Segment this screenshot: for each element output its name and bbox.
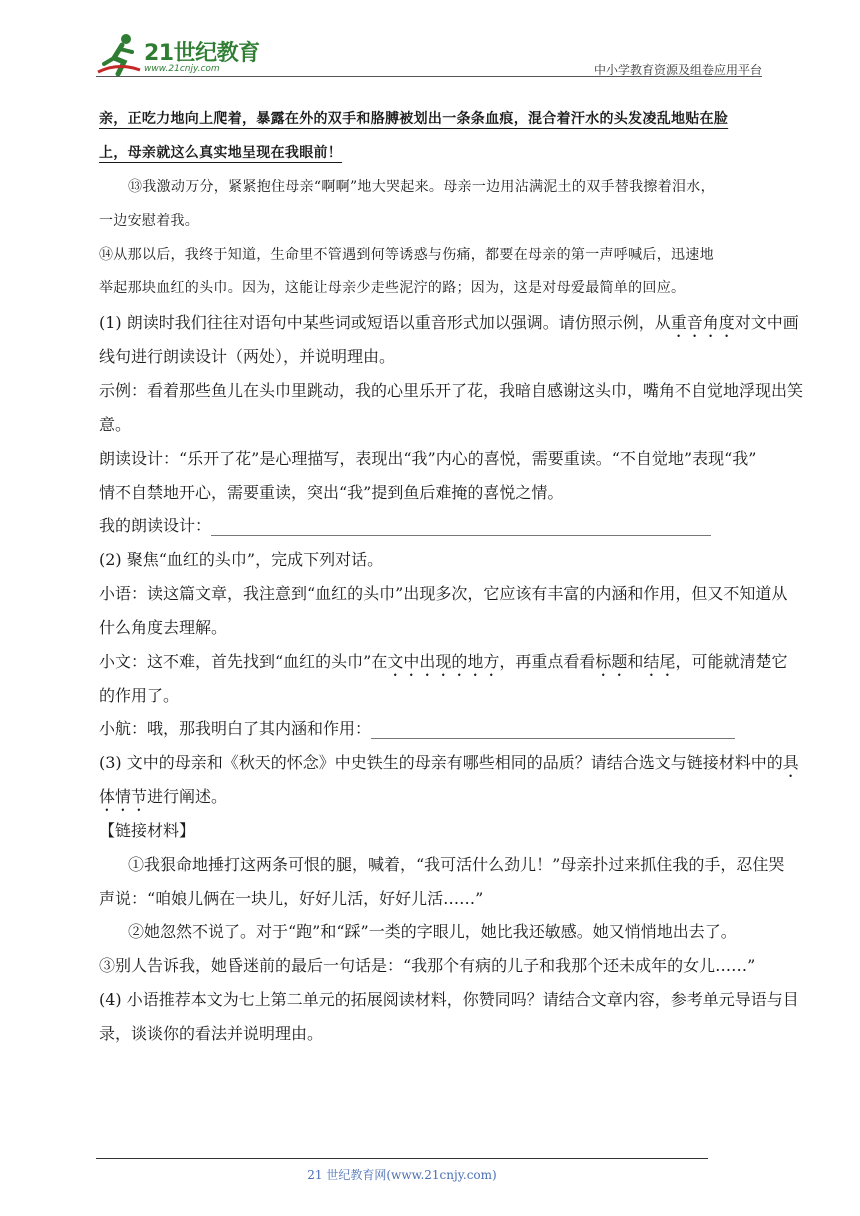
passage-paragraph-14: ⑭从那以后，我终于知道，生命里不管遇到何等诱惑与伤痛，都要在母亲的第一声呼喊后，迅速地 (99, 247, 714, 263)
emphasis-text: 具 (782, 753, 799, 772)
emphasis-text: 结尾 (643, 652, 676, 671)
emphasis-text: 文中出现的地方 (387, 652, 500, 671)
footer-divider (96, 1158, 708, 1159)
logo-url: www.21cnjy.com (144, 64, 220, 74)
passage-line: 一边安慰着我。 (99, 213, 200, 229)
material-item-2: ②她忽然不说了。对于“跑”和“踩”一类的字眼儿，她比我还敏感。她又悄悄地出去了。 (128, 922, 737, 941)
design-example: 朗读设计：“乐开了花”是心理描写，表现出“我”内心的喜悦，需要重读。“不自觉地”表现“我” (99, 449, 757, 468)
question-3-line: 体情节进行阐述。 (99, 787, 228, 806)
material-item-1: ①我狠命地捶打这两条可恨的腿，喊着，“我可活什么劲儿！”母亲扑过来抓住我的手，忍住哭 (128, 855, 785, 874)
design-example: 情不自禁地开心，需要重读，突出“我”提到鱼后难掩的喜悦之情。 (99, 483, 564, 502)
header-divider (96, 76, 762, 77)
material-item-1: 声说：“咱娘儿俩在一块儿，好好儿活，好好儿活……” (99, 889, 484, 908)
example-text: 示例：看着那些鱼儿在头巾里跳动，我的心里乐开了花，我暗自感谢这头巾，嘴角不自觉地浮现出笑 (99, 381, 804, 400)
example-text: 意。 (99, 415, 132, 434)
question-4: (4) 小语推荐本文为七上第二单元的拓展阅读材料，你赞同吗？请结合文章内容，参考单元导语与目 (99, 990, 799, 1009)
passage-line: 上，母亲就这么真实地呈现在我眼前！ (99, 145, 343, 161)
emphasis-text: 重音角度 (670, 313, 735, 332)
question-1-line: 线句进行朗读设计（两处），并说明理由。 (99, 347, 396, 366)
dialogue-xiaoyu: 小语：读这篇文章，我注意到“血红的头巾”出现多次，它应该有丰富的内涵和作用，但又不知道从 (99, 584, 788, 603)
passage-paragraph-13: ⑬我激动万分，紧紧抱住母亲“啊啊”地大哭起来。母亲一边用沾满泥土的双手替我擦着泪水， (128, 179, 715, 195)
site-logo (96, 30, 266, 80)
page-footer: 21 世纪教育网(www.21cnjy.com) (307, 1168, 497, 1182)
page-header (96, 30, 762, 82)
link-material-title: 【链接材料】 (99, 821, 196, 840)
answer-blank[interactable] (371, 722, 735, 739)
dialogue-xiaowen: 的作用了。 (99, 686, 180, 705)
material-item-3: ③别人告诉我，她昏迷前的最后一句话是：“我那个有病的儿子和我那个还未成年的女儿……” (99, 956, 756, 975)
question-4-line: 录，谈谈你的看法并说明理由。 (99, 1024, 324, 1043)
emphasis-text: 标题 (595, 652, 628, 671)
emphasis-text: 体情节 (99, 787, 148, 806)
runner-logo-icon (96, 32, 142, 78)
my-design-label: 我的朗读设计： (99, 516, 212, 535)
dialogue-xiaowen: 小文：这不难，首先找到“血红的头巾”在文中出现的地方，再重点看看标题和结尾，可能就清楚它 (99, 652, 788, 671)
logo-text: 21世纪教育 (144, 41, 260, 66)
passage-line: 亲，正吃力地向上爬着，暴露在外的双手和胳膊被划出一条条血痕，混合着汗水的头发凌乱地贴在脸 (99, 111, 729, 127)
dialogue-xiaoyu: 什么角度去理解。 (99, 618, 228, 637)
passage-line: 举起那块血红的头巾。因为，这能让母亲少走些泥泞的路；因为，这是对母爱最简单的回应。 (99, 280, 686, 296)
question-3: (3) 文中的母亲和《秋天的怀念》中史铁生的母亲有哪些相同的品质？请结合选文与链接材料中的具 (99, 753, 799, 772)
dialogue-xiaohang: 小航：哦，那我明白了其内涵和作用： (99, 719, 372, 738)
platform-name: 中小学教育资源及组卷应用平台 (593, 63, 762, 77)
my-design-row (99, 513, 711, 536)
question-1: (1) 朗读时我们往往对语句中某些词或短语以重音形式加以强调。请仿照示例，从重音角度对文中画 (99, 313, 799, 332)
dialogue-xiaohang-row (99, 716, 735, 739)
answer-blank[interactable] (211, 519, 711, 536)
question-2: (2) 聚焦“血红的头巾”，完成下列对话。 (99, 550, 384, 569)
